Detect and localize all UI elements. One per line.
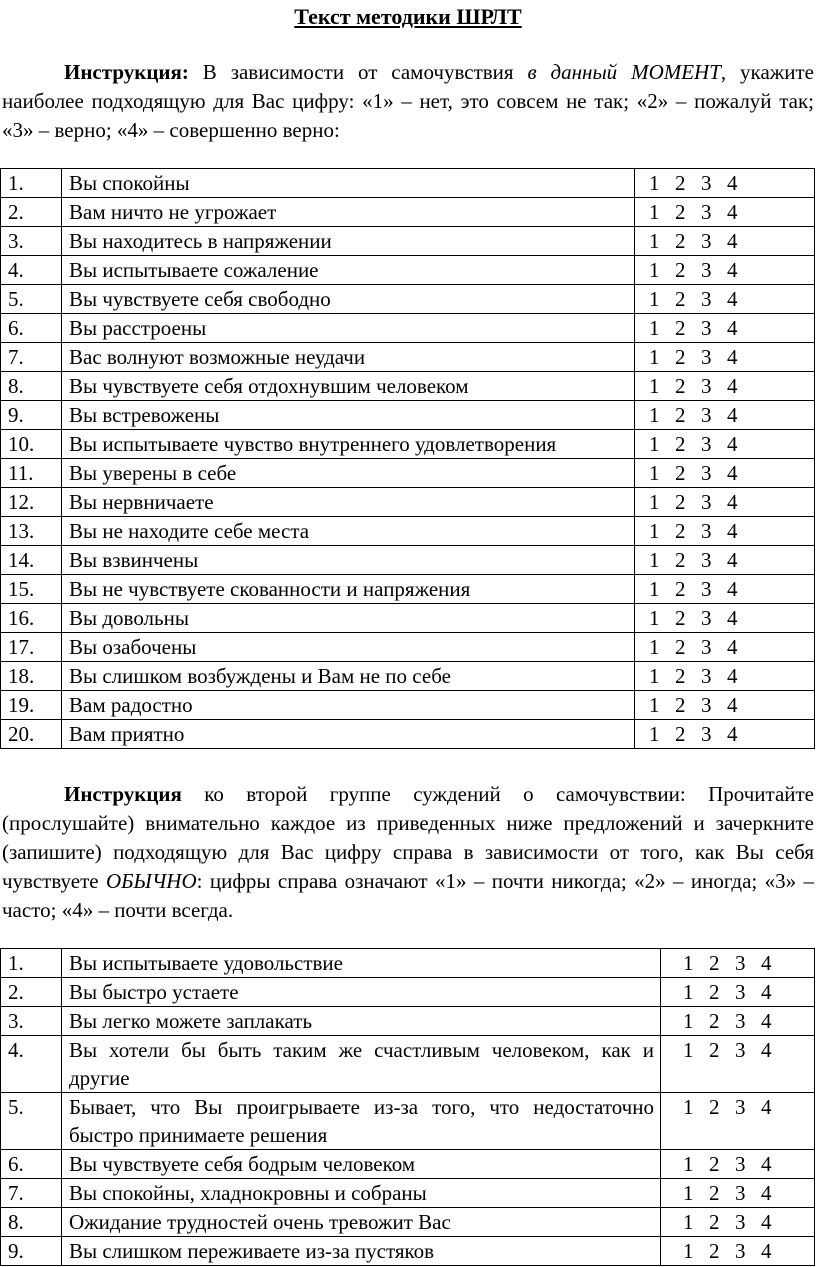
scale-option-4[interactable]: 4	[727, 519, 738, 543]
row-scale	[635, 169, 815, 198]
scale-option-3[interactable]: 3	[735, 1239, 746, 1263]
scale-option-1[interactable]: 1	[649, 432, 660, 456]
scale-option-4[interactable]: 4	[727, 229, 738, 253]
row-statement: Вы не находите себе места	[62, 517, 635, 546]
scale-options	[661, 949, 814, 977]
row-statement: Вас волнуют возможные неудачи	[62, 343, 635, 372]
scale-options	[661, 1179, 814, 1207]
scale-option-3[interactable]: 3	[701, 258, 712, 282]
scale-option-1[interactable]: 1	[649, 374, 660, 398]
scale-options	[635, 169, 814, 197]
scale-options	[661, 1036, 814, 1064]
scale-option-1[interactable]: 1	[649, 316, 660, 340]
scale-option-4[interactable]: 4	[727, 461, 738, 485]
scale-option-3[interactable]: 3	[701, 229, 712, 253]
row-number: 16.	[1, 604, 62, 633]
scale-option-3[interactable]: 3	[701, 403, 712, 427]
row-number: 8.	[1, 372, 62, 401]
instruction-1-text-a: В зависимости от самочувствия	[188, 60, 528, 84]
scale-option-1[interactable]: 1	[683, 1152, 694, 1176]
table-row	[1, 169, 815, 198]
scale-option-3[interactable]: 3	[735, 1009, 746, 1033]
scale-option-4[interactable]: 4	[727, 664, 738, 688]
scale-option-4[interactable]: 4	[727, 316, 738, 340]
table-row	[1, 949, 815, 978]
scale-options	[635, 372, 814, 400]
scale-option-3[interactable]: 3	[735, 980, 746, 1004]
table-row	[1, 285, 815, 314]
scale-option-3[interactable]: 3	[735, 1181, 746, 1205]
scale-option-3[interactable]: 3	[701, 519, 712, 543]
table-row	[1, 1179, 815, 1208]
scale-option-4[interactable]: 4	[727, 258, 738, 282]
scale-option-3[interactable]: 3	[701, 374, 712, 398]
scale-options	[635, 662, 814, 690]
table-row	[1, 978, 815, 1007]
scale-option-4[interactable]: 4	[761, 1009, 772, 1033]
row-scale	[635, 459, 815, 488]
scale-option-1[interactable]: 1	[649, 664, 660, 688]
table-row	[1, 1237, 815, 1266]
scale-options	[635, 604, 814, 632]
row-scale	[661, 1237, 815, 1266]
scale-option-2[interactable]: 2	[675, 664, 686, 688]
row-scale	[661, 1150, 815, 1179]
scale-option-3[interactable]: 3	[735, 1038, 746, 1062]
scale-option-1[interactable]: 1	[649, 345, 660, 369]
scale-option-2[interactable]: 2	[675, 722, 686, 746]
row-number: 20.	[1, 720, 62, 749]
scale-option-2[interactable]: 2	[675, 461, 686, 485]
scale-option-1[interactable]: 1	[649, 606, 660, 630]
document-title: Текст методики ШРЛТ	[294, 4, 522, 29]
scale-option-2[interactable]: 2	[709, 1210, 720, 1234]
scale-option-1[interactable]: 1	[649, 693, 660, 717]
row-statement: Вы довольны	[62, 604, 635, 633]
scale-option-3[interactable]: 3	[735, 1152, 746, 1176]
scale-options	[661, 1237, 814, 1265]
row-number: 4.	[1, 256, 62, 285]
row-number: 9.	[1, 1237, 62, 1266]
scale-option-4[interactable]: 4	[761, 1181, 772, 1205]
row-scale	[661, 1208, 815, 1237]
scale-option-4[interactable]: 4	[727, 200, 738, 224]
scale-option-1[interactable]: 1	[649, 171, 660, 195]
instruction-2-italic: ОБЫЧНО	[105, 869, 197, 893]
row-number: 14.	[1, 546, 62, 575]
row-statement: Вам радостно	[62, 691, 635, 720]
scale-option-2[interactable]: 2	[675, 490, 686, 514]
scale-option-2[interactable]: 2	[675, 635, 686, 659]
instruction-2-text-a: ко второй группе суждений о самочувствии: Прочитайте (прослушайте) внимательно каждое из приведенных ниже предложений и зачеркните (запишите) подходящую для Вас цифру справа в зависимости от того, как Вы себя чувствуете	[2, 782, 814, 893]
scale-option-3[interactable]: 3	[701, 577, 712, 601]
table-row	[1, 662, 815, 691]
row-statement: Вы спокойны	[62, 169, 635, 198]
row-number: 2.	[1, 978, 62, 1007]
table-row	[1, 227, 815, 256]
row-scale	[635, 372, 815, 401]
row-number: 9.	[1, 401, 62, 430]
scale-option-3[interactable]: 3	[735, 1095, 746, 1119]
table-row	[1, 372, 815, 401]
row-scale	[661, 1007, 815, 1036]
scale-option-1[interactable]: 1	[649, 461, 660, 485]
row-statement: Вы нервничаете	[62, 488, 635, 517]
scale-option-2[interactable]: 2	[709, 980, 720, 1004]
row-statement: Вы не чувствуете скованности и напряжения	[62, 575, 635, 604]
scale-option-2[interactable]: 2	[675, 577, 686, 601]
row-number: 5.	[1, 1093, 62, 1150]
scale-option-4[interactable]: 4	[761, 1095, 772, 1119]
scale-options	[635, 285, 814, 313]
scale-option-1[interactable]: 1	[649, 519, 660, 543]
table-row	[1, 691, 815, 720]
scale-option-2[interactable]: 2	[709, 1181, 720, 1205]
scale-options	[661, 978, 814, 1006]
row-statement: Бывает, что Вы проигрываете из-за того, что недостаточно быстро принимаете решения	[62, 1093, 661, 1150]
row-number: 6.	[1, 1150, 62, 1179]
table-row	[1, 343, 815, 372]
scale-options	[635, 459, 814, 487]
instruction-paragraph-2	[2, 780, 814, 925]
state-anxiety-table	[0, 168, 815, 749]
scale-option-2[interactable]: 2	[709, 1038, 720, 1062]
scale-option-1[interactable]: 1	[649, 403, 660, 427]
row-scale	[635, 662, 815, 691]
row-statement: Вы слишком переживаете из-за пустяков	[62, 1237, 661, 1266]
row-number: 13.	[1, 517, 62, 546]
row-number: 1.	[1, 169, 62, 198]
table-row	[1, 401, 815, 430]
scale-option-1[interactable]: 1	[683, 1181, 694, 1205]
scale-option-4[interactable]: 4	[727, 432, 738, 456]
scale-options	[635, 430, 814, 458]
scale-option-4[interactable]: 4	[761, 1152, 772, 1176]
row-statement: Вам приятно	[62, 720, 635, 749]
scale-option-1[interactable]: 1	[649, 229, 660, 253]
table-row	[1, 1093, 815, 1150]
scale-option-4[interactable]: 4	[727, 577, 738, 601]
table-row	[1, 256, 815, 285]
table-row	[1, 575, 815, 604]
table-row	[1, 633, 815, 662]
row-number: 2.	[1, 198, 62, 227]
scale-option-2[interactable]: 2	[675, 345, 686, 369]
scale-option-1[interactable]: 1	[683, 1038, 694, 1062]
scale-option-4[interactable]: 4	[761, 1239, 772, 1263]
scale-options	[661, 1093, 814, 1121]
row-scale	[635, 517, 815, 546]
scale-option-1[interactable]: 1	[683, 951, 694, 975]
row-statement: Вы спокойны, хладнокровны и собраны	[62, 1179, 661, 1208]
scale-option-3[interactable]: 3	[701, 432, 712, 456]
scale-option-3[interactable]: 3	[735, 1210, 746, 1234]
scale-option-2[interactable]: 2	[675, 258, 686, 282]
scale-option-3[interactable]: 3	[701, 664, 712, 688]
scale-option-1[interactable]: 1	[649, 722, 660, 746]
scale-option-4[interactable]: 4	[727, 490, 738, 514]
row-scale	[635, 633, 815, 662]
scale-option-3[interactable]: 3	[701, 722, 712, 746]
scale-option-3[interactable]: 3	[701, 693, 712, 717]
row-statement: Вы озабочены	[62, 633, 635, 662]
scale-option-4[interactable]: 4	[761, 1038, 772, 1062]
scale-option-1[interactable]: 1	[649, 490, 660, 514]
row-scale	[635, 546, 815, 575]
row-statement: Вы чувствуете себя бодрым человеком	[62, 1150, 661, 1179]
row-statement: Вы испытываете удовольствие	[62, 949, 661, 978]
row-scale	[635, 488, 815, 517]
row-statement: Вы находитесь в напряжении	[62, 227, 635, 256]
table-row	[1, 604, 815, 633]
table-row	[1, 488, 815, 517]
row-scale	[661, 1179, 815, 1208]
table-row	[1, 720, 815, 749]
trait-anxiety-table-body	[1, 949, 815, 1266]
scale-options	[635, 517, 814, 545]
instruction-2-text-b: : цифры справа означают «1» – почти никогда; «2» – иногда; «3» – часто; «4» – почти всегда.	[2, 869, 814, 922]
scale-option-3[interactable]: 3	[701, 287, 712, 311]
row-number: 19.	[1, 691, 62, 720]
trait-anxiety-table	[0, 948, 815, 1266]
scale-options	[635, 575, 814, 603]
row-statement: Вы хотели бы быть таким же счастливым человеком, как и другие	[62, 1036, 661, 1093]
scale-option-4[interactable]: 4	[761, 980, 772, 1004]
row-scale	[635, 720, 815, 749]
row-statement: Вы уверены в себе	[62, 459, 635, 488]
scale-options	[635, 256, 814, 284]
table-row	[1, 459, 815, 488]
scale-option-2[interactable]: 2	[709, 951, 720, 975]
row-number: 12.	[1, 488, 62, 517]
row-number: 15.	[1, 575, 62, 604]
scale-option-2[interactable]: 2	[675, 548, 686, 572]
row-statement: Вы испытываете сожаление	[62, 256, 635, 285]
row-scale	[635, 285, 815, 314]
instruction-2-label: Инструкция	[64, 782, 182, 806]
row-number: 11.	[1, 459, 62, 488]
scale-options	[635, 314, 814, 342]
scale-options	[635, 691, 814, 719]
scale-option-2[interactable]: 2	[675, 287, 686, 311]
scale-option-1[interactable]: 1	[683, 1095, 694, 1119]
row-scale	[635, 430, 815, 459]
scale-option-2[interactable]: 2	[675, 519, 686, 543]
scale-option-1[interactable]: 1	[649, 548, 660, 572]
scale-options	[635, 546, 814, 574]
row-scale	[635, 198, 815, 227]
scale-options	[635, 401, 814, 429]
row-statement: Вы слишком возбуждены и Вам не по себе	[62, 662, 635, 691]
scale-option-4[interactable]: 4	[761, 1210, 772, 1234]
scale-options	[635, 633, 814, 661]
scale-option-3[interactable]: 3	[701, 316, 712, 340]
row-scale	[635, 604, 815, 633]
row-scale	[635, 256, 815, 285]
scale-option-1[interactable]: 1	[683, 980, 694, 1004]
row-statement: Вы чувствуете себя отдохнувшим человеком	[62, 372, 635, 401]
scale-option-1[interactable]: 1	[649, 287, 660, 311]
row-number: 1.	[1, 949, 62, 978]
scale-option-4[interactable]: 4	[727, 693, 738, 717]
row-scale	[661, 1093, 815, 1150]
row-scale	[635, 314, 815, 343]
row-number: 8.	[1, 1208, 62, 1237]
row-number: 5.	[1, 285, 62, 314]
scale-option-2[interactable]: 2	[675, 432, 686, 456]
scale-option-2[interactable]: 2	[675, 374, 686, 398]
scale-option-4[interactable]: 4	[727, 635, 738, 659]
scale-option-4[interactable]: 4	[727, 171, 738, 195]
scale-option-1[interactable]: 1	[683, 1210, 694, 1234]
scale-options	[661, 1208, 814, 1236]
row-number: 4.	[1, 1036, 62, 1093]
scale-option-3[interactable]: 3	[701, 635, 712, 659]
scale-option-1[interactable]: 1	[649, 577, 660, 601]
scale-option-2[interactable]: 2	[709, 1152, 720, 1176]
scale-option-3[interactable]: 3	[701, 548, 712, 572]
state-anxiety-table-body	[1, 169, 815, 749]
row-statement: Вы испытываете чувство внутреннего удовлетворения	[62, 430, 635, 459]
row-statement: Вы взвинчены	[62, 546, 635, 575]
scale-option-2[interactable]: 2	[675, 606, 686, 630]
scale-options	[635, 343, 814, 371]
scale-option-4[interactable]: 4	[727, 606, 738, 630]
table-row	[1, 1036, 815, 1093]
row-scale	[635, 575, 815, 604]
scale-option-2[interactable]: 2	[675, 693, 686, 717]
table-row	[1, 1007, 815, 1036]
table-row	[1, 198, 815, 227]
scale-options	[635, 227, 814, 255]
scale-option-3[interactable]: 3	[701, 606, 712, 630]
scale-option-3[interactable]: 3	[701, 345, 712, 369]
row-number: 17.	[1, 633, 62, 662]
scale-option-1[interactable]: 1	[649, 258, 660, 282]
scale-options	[635, 198, 814, 226]
scale-option-4[interactable]: 4	[727, 374, 738, 398]
row-number: 7.	[1, 343, 62, 372]
scale-option-3[interactable]: 3	[735, 951, 746, 975]
scale-option-4[interactable]: 4	[727, 287, 738, 311]
scale-option-2[interactable]: 2	[709, 1095, 720, 1119]
row-statement: Вы быстро устаете	[62, 978, 661, 1007]
row-statement: Ожидание трудностей очень тревожит Вас	[62, 1208, 661, 1237]
scale-option-2[interactable]: 2	[675, 200, 686, 224]
scale-options	[661, 1150, 814, 1178]
scale-option-4[interactable]: 4	[727, 345, 738, 369]
scale-option-2[interactable]: 2	[675, 229, 686, 253]
scale-options	[661, 1007, 814, 1035]
scale-option-1[interactable]: 1	[649, 200, 660, 224]
row-statement: Вы легко можете заплакать	[62, 1007, 661, 1036]
instruction-1-text-b: , укажите наиболее подходящую для Вас цифру: «1» – нет, это совсем не так; «2» – пожалуй так; «3» – верно; «4» – совершенно верно:	[2, 60, 815, 142]
row-scale	[661, 1036, 815, 1093]
row-scale	[661, 949, 815, 978]
scale-option-3[interactable]: 3	[701, 490, 712, 514]
row-statement: Вы расстроены	[62, 314, 635, 343]
scale-option-2[interactable]: 2	[675, 316, 686, 340]
scale-option-2[interactable]: 2	[709, 1009, 720, 1033]
row-number: 3.	[1, 227, 62, 256]
row-statement: Вам ничто не угрожает	[62, 198, 635, 227]
row-number: 6.	[1, 314, 62, 343]
row-scale	[635, 401, 815, 430]
scale-option-4[interactable]: 4	[727, 722, 738, 746]
instruction-1-italic: в данный МОМЕНТ	[527, 60, 721, 84]
row-scale	[635, 227, 815, 256]
scale-option-4[interactable]: 4	[761, 951, 772, 975]
row-scale	[661, 978, 815, 1007]
scale-options	[635, 720, 814, 748]
scale-option-1[interactable]: 1	[649, 635, 660, 659]
scale-option-2[interactable]: 2	[709, 1239, 720, 1263]
scale-option-4[interactable]: 4	[727, 403, 738, 427]
scale-option-3[interactable]: 3	[701, 461, 712, 485]
row-number: 10.	[1, 430, 62, 459]
scale-option-4[interactable]: 4	[727, 548, 738, 572]
table-row	[1, 517, 815, 546]
table-row	[1, 1150, 815, 1179]
row-statement: Вы встревожены	[62, 401, 635, 430]
row-number: 3.	[1, 1007, 62, 1036]
row-statement: Вы чувствуете себя свободно	[62, 285, 635, 314]
instruction-1-label: Инструкция:	[64, 60, 189, 84]
row-scale	[635, 691, 815, 720]
instruction-paragraph-1	[2, 58, 814, 145]
scale-option-2[interactable]: 2	[675, 403, 686, 427]
row-number: 18.	[1, 662, 62, 691]
table-row	[1, 546, 815, 575]
scale-option-2[interactable]: 2	[675, 171, 686, 195]
scale-option-3[interactable]: 3	[701, 171, 712, 195]
scale-option-1[interactable]: 1	[683, 1009, 694, 1033]
table-row	[1, 314, 815, 343]
scale-options	[635, 488, 814, 516]
row-number: 7.	[1, 1179, 62, 1208]
scale-option-3[interactable]: 3	[701, 200, 712, 224]
table-row	[1, 430, 815, 459]
scale-option-1[interactable]: 1	[683, 1239, 694, 1263]
row-scale	[635, 343, 815, 372]
table-row	[1, 1208, 815, 1237]
